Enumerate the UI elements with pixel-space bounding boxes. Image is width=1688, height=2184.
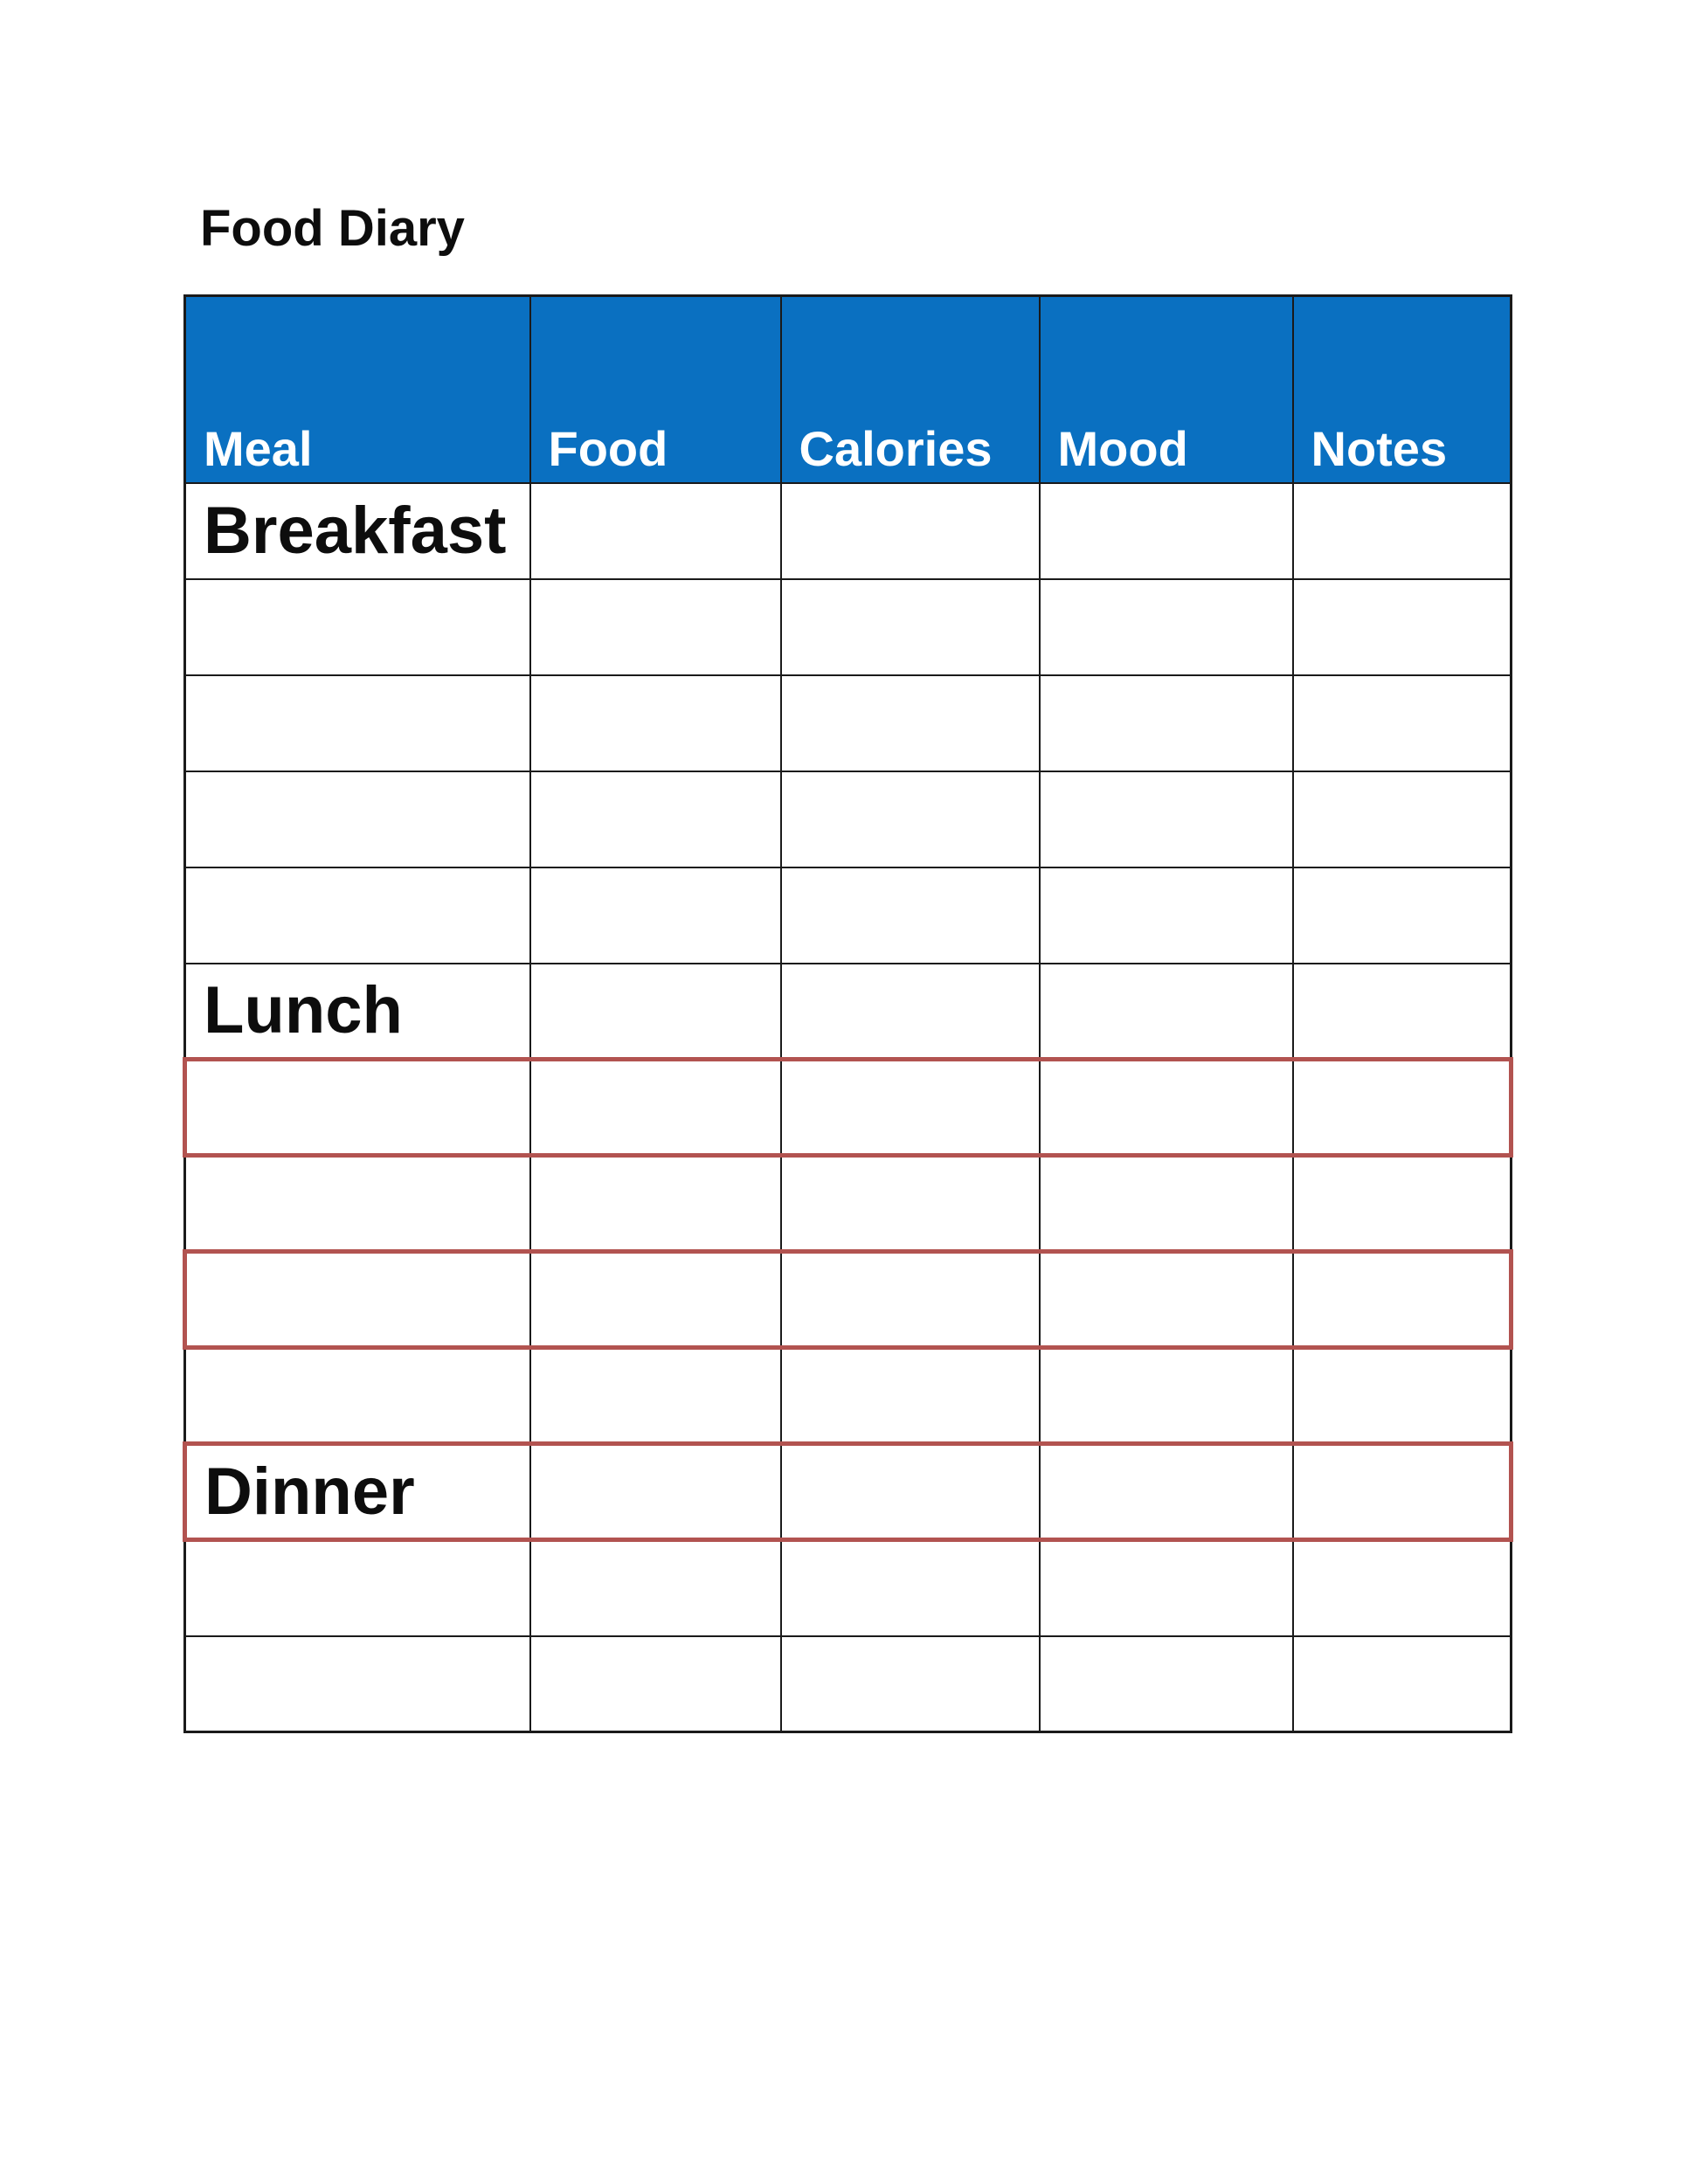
column-header-food: Food (530, 296, 781, 483)
food-cell (530, 771, 781, 867)
empty-row (185, 579, 1512, 675)
column-header-mood: Mood (1040, 296, 1293, 483)
food-cell (530, 1444, 781, 1540)
empty-row (185, 771, 1512, 867)
meal-label-cell (185, 771, 530, 867)
meal-label-cell: Breakfast (185, 483, 530, 579)
mood-cell (1040, 964, 1293, 1060)
meal-label-cell: Dinner (185, 1444, 530, 1540)
mood-cell (1040, 675, 1293, 771)
meal-label-cell (185, 579, 530, 675)
calories-cell (781, 579, 1040, 675)
calories-cell (781, 1156, 1040, 1252)
meal-label-cell (185, 1540, 530, 1636)
meal-label-cell (185, 1060, 530, 1156)
mood-cell (1040, 579, 1293, 675)
food-cell (530, 1348, 781, 1444)
mood-cell (1040, 1540, 1293, 1636)
calories-cell (781, 1636, 1040, 1732)
page-title: Food Diary (200, 200, 465, 257)
calories-cell (781, 964, 1040, 1060)
food-cell (530, 483, 781, 579)
meal-label-cell (185, 1348, 530, 1444)
meal-label-cell (185, 867, 530, 964)
mood-cell (1040, 867, 1293, 964)
empty-row (185, 1540, 1512, 1636)
dinner-row (185, 1444, 1512, 1540)
food-cell (530, 1636, 781, 1732)
food-diary-table (183, 294, 1513, 1733)
notes-cell (1293, 483, 1512, 579)
notes-cell (1293, 1444, 1512, 1540)
calories-cell (781, 675, 1040, 771)
meal-label-cell (185, 1252, 530, 1348)
food-cell (530, 579, 781, 675)
mood-cell (1040, 771, 1293, 867)
meal-label-cell: Lunch (185, 964, 530, 1060)
calories-cell (781, 1540, 1040, 1636)
notes-cell (1293, 1636, 1512, 1732)
food-cell (530, 1156, 781, 1252)
meal-label-cell (185, 675, 530, 771)
mood-cell (1040, 1636, 1293, 1732)
empty-row (185, 1348, 1512, 1444)
notes-cell (1293, 1348, 1512, 1444)
mood-cell (1040, 1348, 1293, 1444)
column-header-meal: Meal (185, 296, 530, 483)
calories-cell (781, 1252, 1040, 1348)
notes-cell (1293, 867, 1512, 964)
empty-row (185, 867, 1512, 964)
notes-cell (1293, 1252, 1512, 1348)
empty-row (185, 1156, 1512, 1252)
calories-cell (781, 1444, 1040, 1540)
mood-cell (1040, 1060, 1293, 1156)
mood-cell (1040, 1156, 1293, 1252)
food-cell (530, 1060, 781, 1156)
empty-row (185, 1636, 1512, 1732)
food-cell (530, 675, 781, 771)
food-cell (530, 867, 781, 964)
empty-row (185, 1060, 1512, 1156)
meal-label-cell (185, 1156, 530, 1252)
header-row (185, 296, 1512, 483)
column-header-calories: Calories (781, 296, 1040, 483)
mood-cell (1040, 483, 1293, 579)
empty-row (185, 675, 1512, 771)
calories-cell (781, 771, 1040, 867)
meal-label-cell (185, 1636, 530, 1732)
mood-cell (1040, 1444, 1293, 1540)
notes-cell (1293, 675, 1512, 771)
notes-cell (1293, 771, 1512, 867)
notes-cell (1293, 1540, 1512, 1636)
food-cell (530, 964, 781, 1060)
calories-cell (781, 1060, 1040, 1156)
calories-cell (781, 867, 1040, 964)
breakfast-row (185, 483, 1512, 579)
column-header-notes: Notes (1293, 296, 1512, 483)
calories-cell (781, 483, 1040, 579)
food-cell (530, 1540, 781, 1636)
notes-cell (1293, 964, 1512, 1060)
food-cell (530, 1252, 781, 1348)
calories-cell (781, 1348, 1040, 1444)
notes-cell (1293, 1060, 1512, 1156)
notes-cell (1293, 1156, 1512, 1252)
notes-cell (1293, 579, 1512, 675)
mood-cell (1040, 1252, 1293, 1348)
empty-row (185, 1252, 1512, 1348)
lunch-row (185, 964, 1512, 1060)
